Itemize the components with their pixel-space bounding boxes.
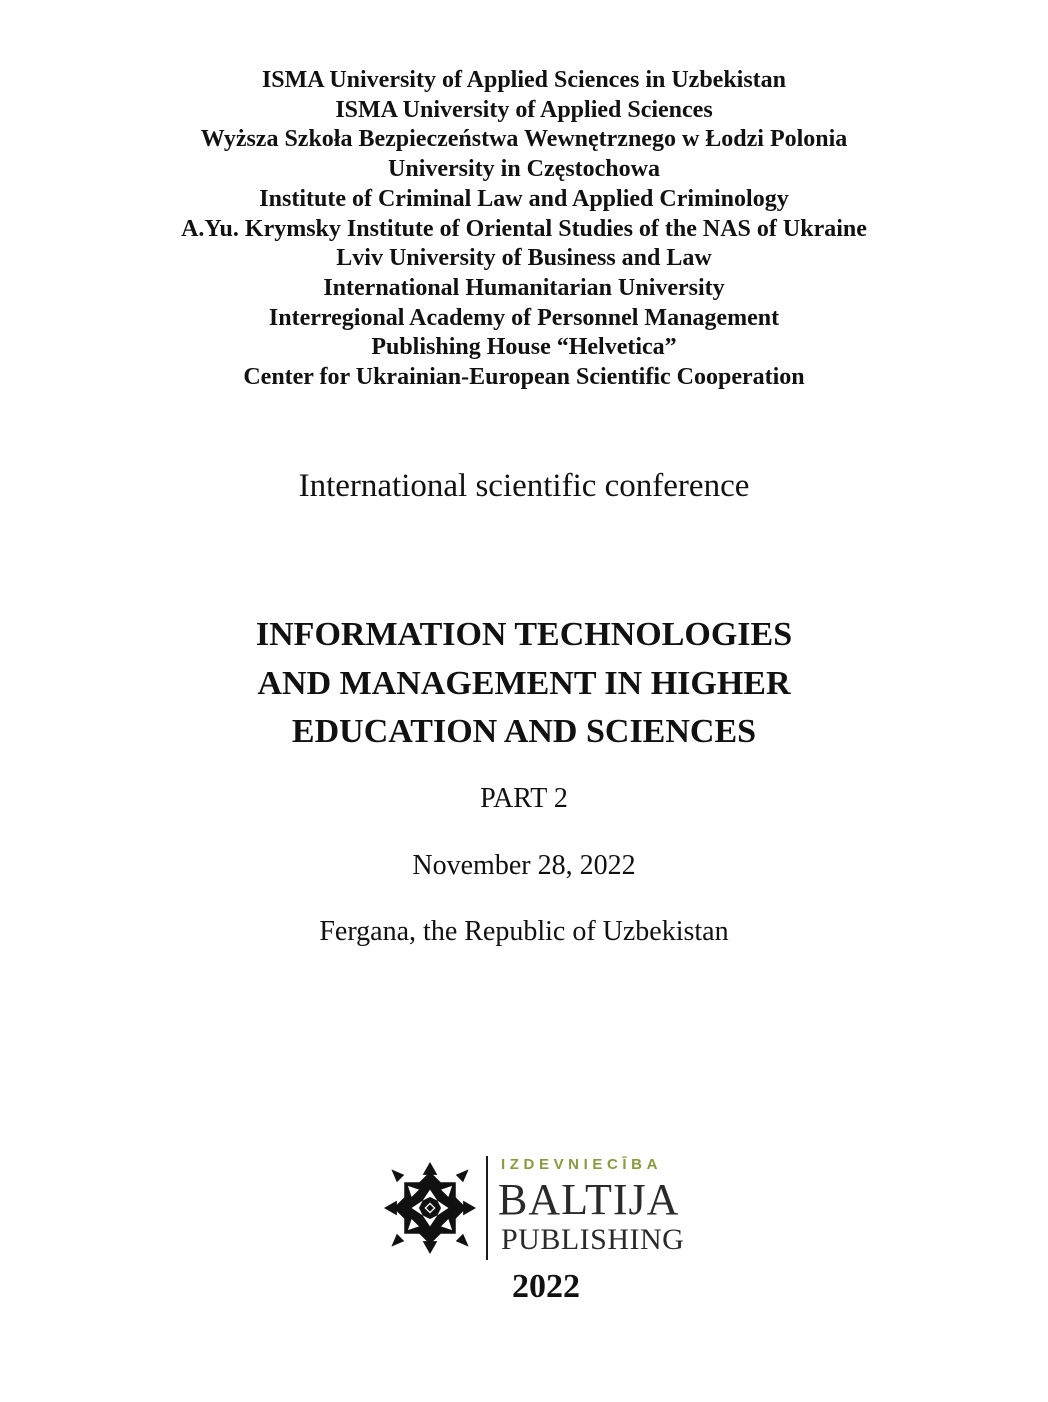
logo-name-large: BALTIJA	[498, 1175, 680, 1224]
institution-line: Interregional Academy of Personnel Management	[268, 304, 780, 331]
part-number: PART 2	[480, 783, 568, 814]
conference-place: Fergana, the Republic of Uzbekistan	[319, 916, 729, 947]
publisher-logo	[384, 1152, 714, 1264]
institution-line: ISMA University of Applied Sciences in Uzbekistan	[261, 67, 787, 93]
conference-title	[0, 611, 1048, 757]
publication-year: 2022	[512, 1268, 580, 1305]
conference-title-line: EDUCATION AND SCIENCES	[291, 713, 757, 750]
institution-line: Publishing House “Helvetica”	[371, 334, 677, 361]
logo-name-small: PUBLISHING	[501, 1223, 685, 1256]
institution-line: International Humanitarian University	[323, 274, 725, 301]
institution-line: University in Częstochowa	[388, 156, 660, 183]
institution-line: Wyższa Szkoła Bezpieczeństwa Wewnętrznego w Łodzi Polonia	[200, 126, 848, 153]
logo-divider	[486, 1156, 488, 1260]
conference-title-line: AND MANAGEMENT IN HIGHER	[257, 664, 791, 702]
institution-line: ISMA University of Applied Sciences	[335, 96, 713, 123]
institution-line: Lviv University of Business and Law	[336, 245, 712, 272]
institution-list	[0, 66, 1048, 393]
institution-line: Institute of Criminal Law and Applied Criminology	[259, 185, 789, 212]
conference-type: International scientific conference	[298, 468, 750, 504]
logo-top-text: IZDEVNIECĪBA	[501, 1156, 663, 1173]
conference-title-line: INFORMATION TECHNOLOGIES	[255, 616, 793, 653]
institution-line: A.Yu. Krymsky Institute of Oriental Studies of the NAS of Ukraine	[181, 215, 867, 242]
baltija-star-emblem-icon	[384, 1162, 476, 1254]
conference-date: November 28, 2022	[412, 850, 636, 881]
institution-line: Center for Ukrainian-European Scientific Cooperation	[243, 364, 805, 391]
